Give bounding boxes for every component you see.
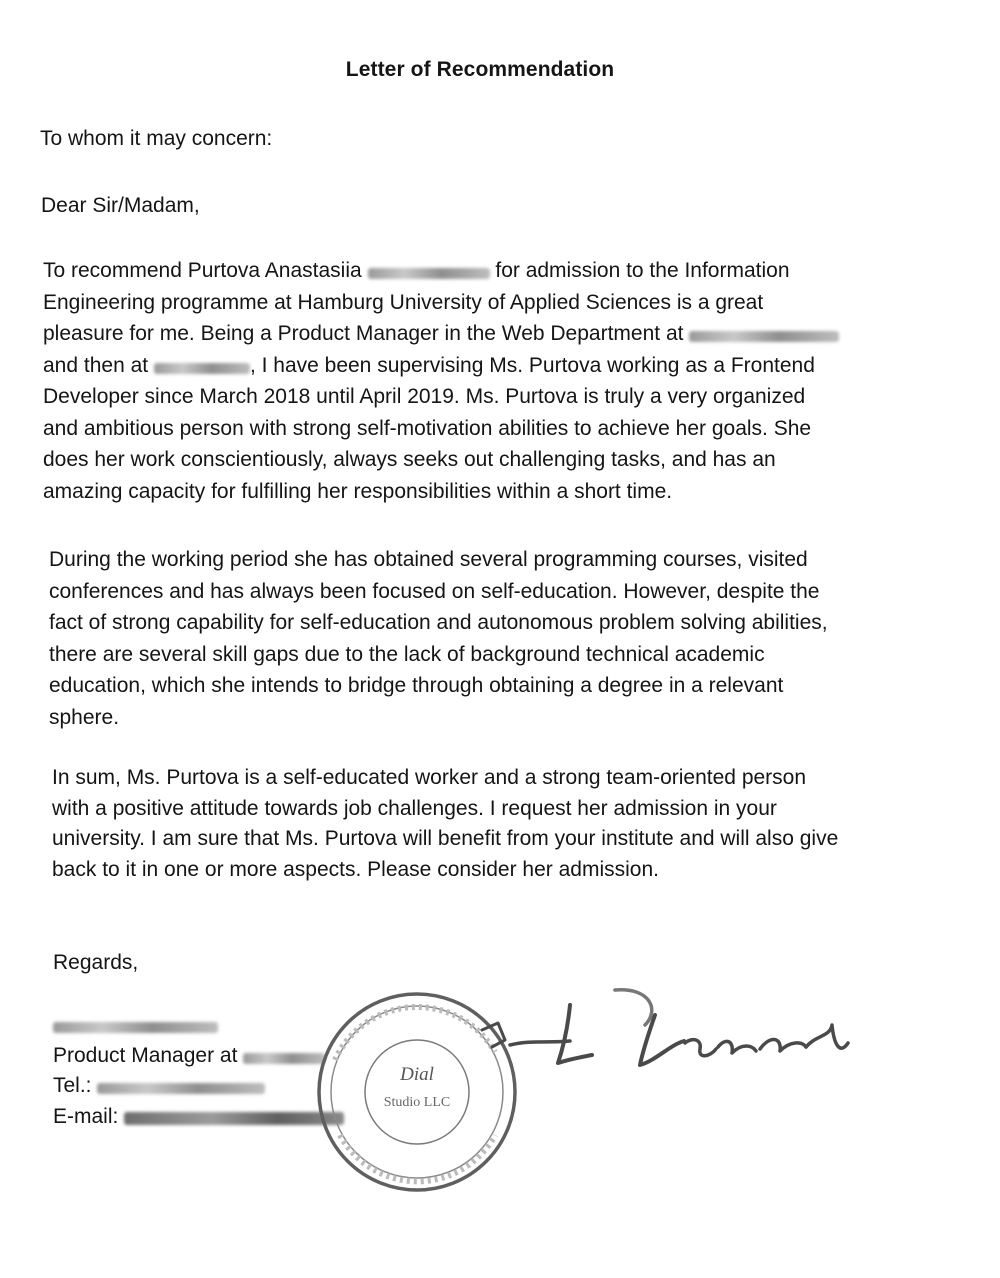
paragraph-line: sphere. [49,705,120,729]
paragraph-line: conferences and has always been focused on self-education. However, despite the [49,579,820,603]
redacted-text [53,1022,218,1033]
paragraph-line: amazing capacity for fulfilling her responsibilities within a short time. [43,479,673,503]
paragraph-line: does her work conscientiously, always seeks out challenging tasks, and has an [43,448,776,471]
paragraph-line: fact of strong capability for self-education and autonomous problem solving abilities, [49,611,828,634]
paragraph-2 [49,544,828,733]
paragraph-line: During the working period she has obtained several programming courses, visited [49,548,808,571]
stamp-text-line: Dial [400,1064,434,1085]
salutation-dear: Dear Sir/Madam, [41,194,200,217]
paragraph-line: In sum, Ms. Purtova is a self-educated worker and a strong team-oriented person [52,766,807,789]
redacted-text [689,331,839,342]
paragraph-1 [43,255,839,507]
signer-details [53,1010,344,1132]
text-span: To recommend Purtova Anastasiia [43,259,362,282]
paragraph-line [43,255,839,287]
signer-email-label: E-mail: [53,1104,119,1128]
paragraph-line: with a positive attitude towards job challenges. I request her admission in your [52,796,777,820]
signer-role-line [53,1041,344,1072]
redacted-text [368,268,490,279]
text-span: , I have been supervising Ms. Purtova working as a Frontend [249,353,815,377]
signer-role-label: Product Manager at [53,1043,238,1067]
signer-email-line [53,1102,344,1133]
paragraph-line [43,350,839,382]
letter-title: Letter of Recommendation [345,58,615,81]
stamp-text-line: Studio LLC [383,1095,451,1110]
paragraph-line: and ambitious person with strong self-motivation abilities to achieve her goals. She [43,416,812,440]
text-span: pleasure for me. Being a Product Manager in the Web Department at [43,322,684,345]
paragraph-line: education, which she intends to bridge through obtaining a degree in a relevant [49,674,784,697]
paragraph-line: back to it in one or more aspects. Please consider her admission. [52,857,659,881]
text-span: for admission to the Information [495,259,790,282]
redacted-text [97,1083,265,1094]
signer-name-line [53,1010,344,1041]
text-span: and then at [43,353,149,377]
paragraph-line: Developer since March 2018 until April 2019. Ms. Purtova is truly a very organized [43,385,806,408]
paragraph-line: Engineering programme at Hamburg University of Applied Sciences is a great [43,290,764,314]
signer-tel-label: Tel.: [53,1074,92,1097]
signer-tel-line [53,1071,344,1102]
handwritten-signature [470,985,860,1080]
paragraph-3 [52,763,838,885]
salutation-to-whom: To whom it may concern: [40,127,273,150]
paragraph-line: university. I am sure that Ms. Purtova will benefit from your institute and will also give [52,827,839,850]
closing-regards: Regards, [53,951,139,974]
paragraph-line [43,318,839,350]
paragraph-line: there are several skill gaps due to the lack of background technical academic [49,642,765,666]
redacted-text [154,363,250,374]
